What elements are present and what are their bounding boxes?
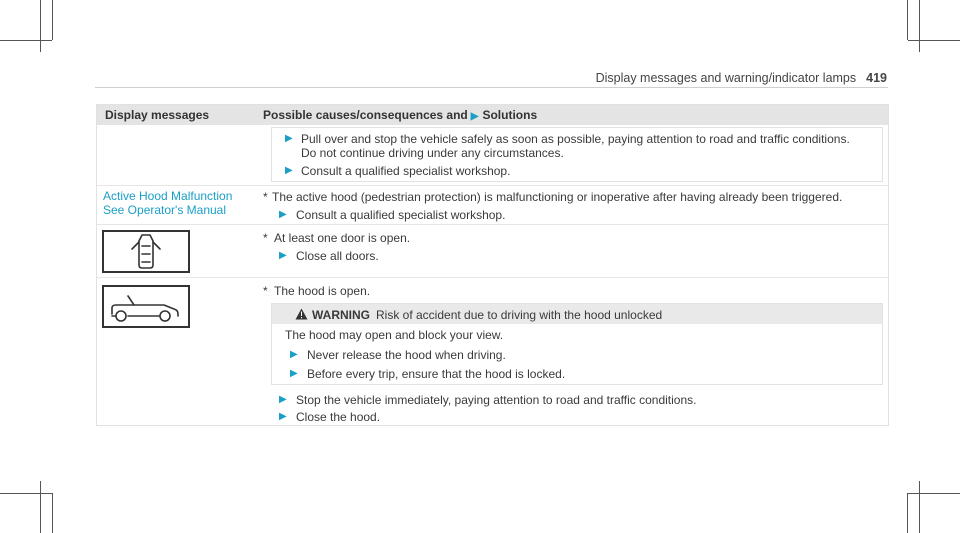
warning-step: Before every trip, ensure that the hood is locked. [307,367,566,381]
crop-mark [40,0,41,52]
arrow-icon: ▶ [470,111,479,122]
indicator-frame [102,230,190,273]
bullet: * [263,284,268,298]
step-text: Close all doors. [296,249,379,263]
indicator-frame [102,285,190,328]
arrow-icon: ▶ [279,250,287,261]
step-text: Pull over and stop the vehicle safely as soon as possible, paying attention to road and traffic conditions. [301,132,850,146]
display-message: Active Hood Malfunction [103,189,233,203]
arrow-icon: ▶ [279,394,287,405]
warning-step: Never release the hood when driving. [307,348,506,362]
crop-mark [907,493,908,533]
crop-mark [908,493,960,494]
row-divider [97,185,888,186]
arrow-icon: ▶ [285,165,293,176]
header-divider [95,87,888,88]
page-number: 419 [866,71,887,85]
warning-label: WARNING [312,308,370,322]
cause-text: The hood is open. [274,284,371,298]
display-message: See Operator's Manual [103,203,227,217]
step-text: Stop the vehicle immediately, paying attention to road and traffic conditions. [296,393,697,407]
warning-triangle-icon [295,308,308,320]
crop-mark [919,481,920,533]
step-text: Consult a qualified specialist workshop. [301,164,511,178]
crop-mark [52,0,53,40]
crop-mark [40,481,41,533]
step-text: Consult a qualified specialist workshop. [296,208,506,222]
crop-mark [52,493,53,533]
table-header [97,105,888,125]
warning-body: The hood may open and block your view. [285,328,504,342]
step-text: Do not continue driving under any circumstances. [301,146,564,160]
bullet: * [263,190,268,204]
hood-open-icon [104,287,188,326]
column-causes-solutions: Possible causes/consequences and ▶ Solutions [263,108,538,122]
crop-mark [907,0,908,40]
cause-text: The active hood (pedestrian protection) is malfunctioning or inoperative after having already been triggered. [272,190,843,204]
arrow-icon: ▶ [279,209,287,220]
warning-text: Risk of accident due to driving with the hood unlocked [376,308,663,322]
arrow-icon: ▶ [279,411,287,422]
column-display-messages: Display messages [105,108,210,122]
door-open-icon [104,232,188,271]
page-header [596,71,887,85]
crop-mark [0,40,52,41]
crop-mark [0,493,52,494]
bullet: * [263,231,268,245]
row-divider [97,224,888,225]
arrow-icon: ▶ [290,368,298,379]
arrow-icon: ▶ [285,133,293,144]
header-title: Display messages and warning/indicator lamps [595,71,857,85]
crop-mark [919,0,920,52]
crop-mark [908,40,960,41]
step-text: Close the hood. [296,410,381,424]
row-divider [97,277,888,278]
cause-text: At least one door is open. [274,231,411,245]
arrow-icon: ▶ [290,349,298,360]
display-messages-table [96,104,889,426]
